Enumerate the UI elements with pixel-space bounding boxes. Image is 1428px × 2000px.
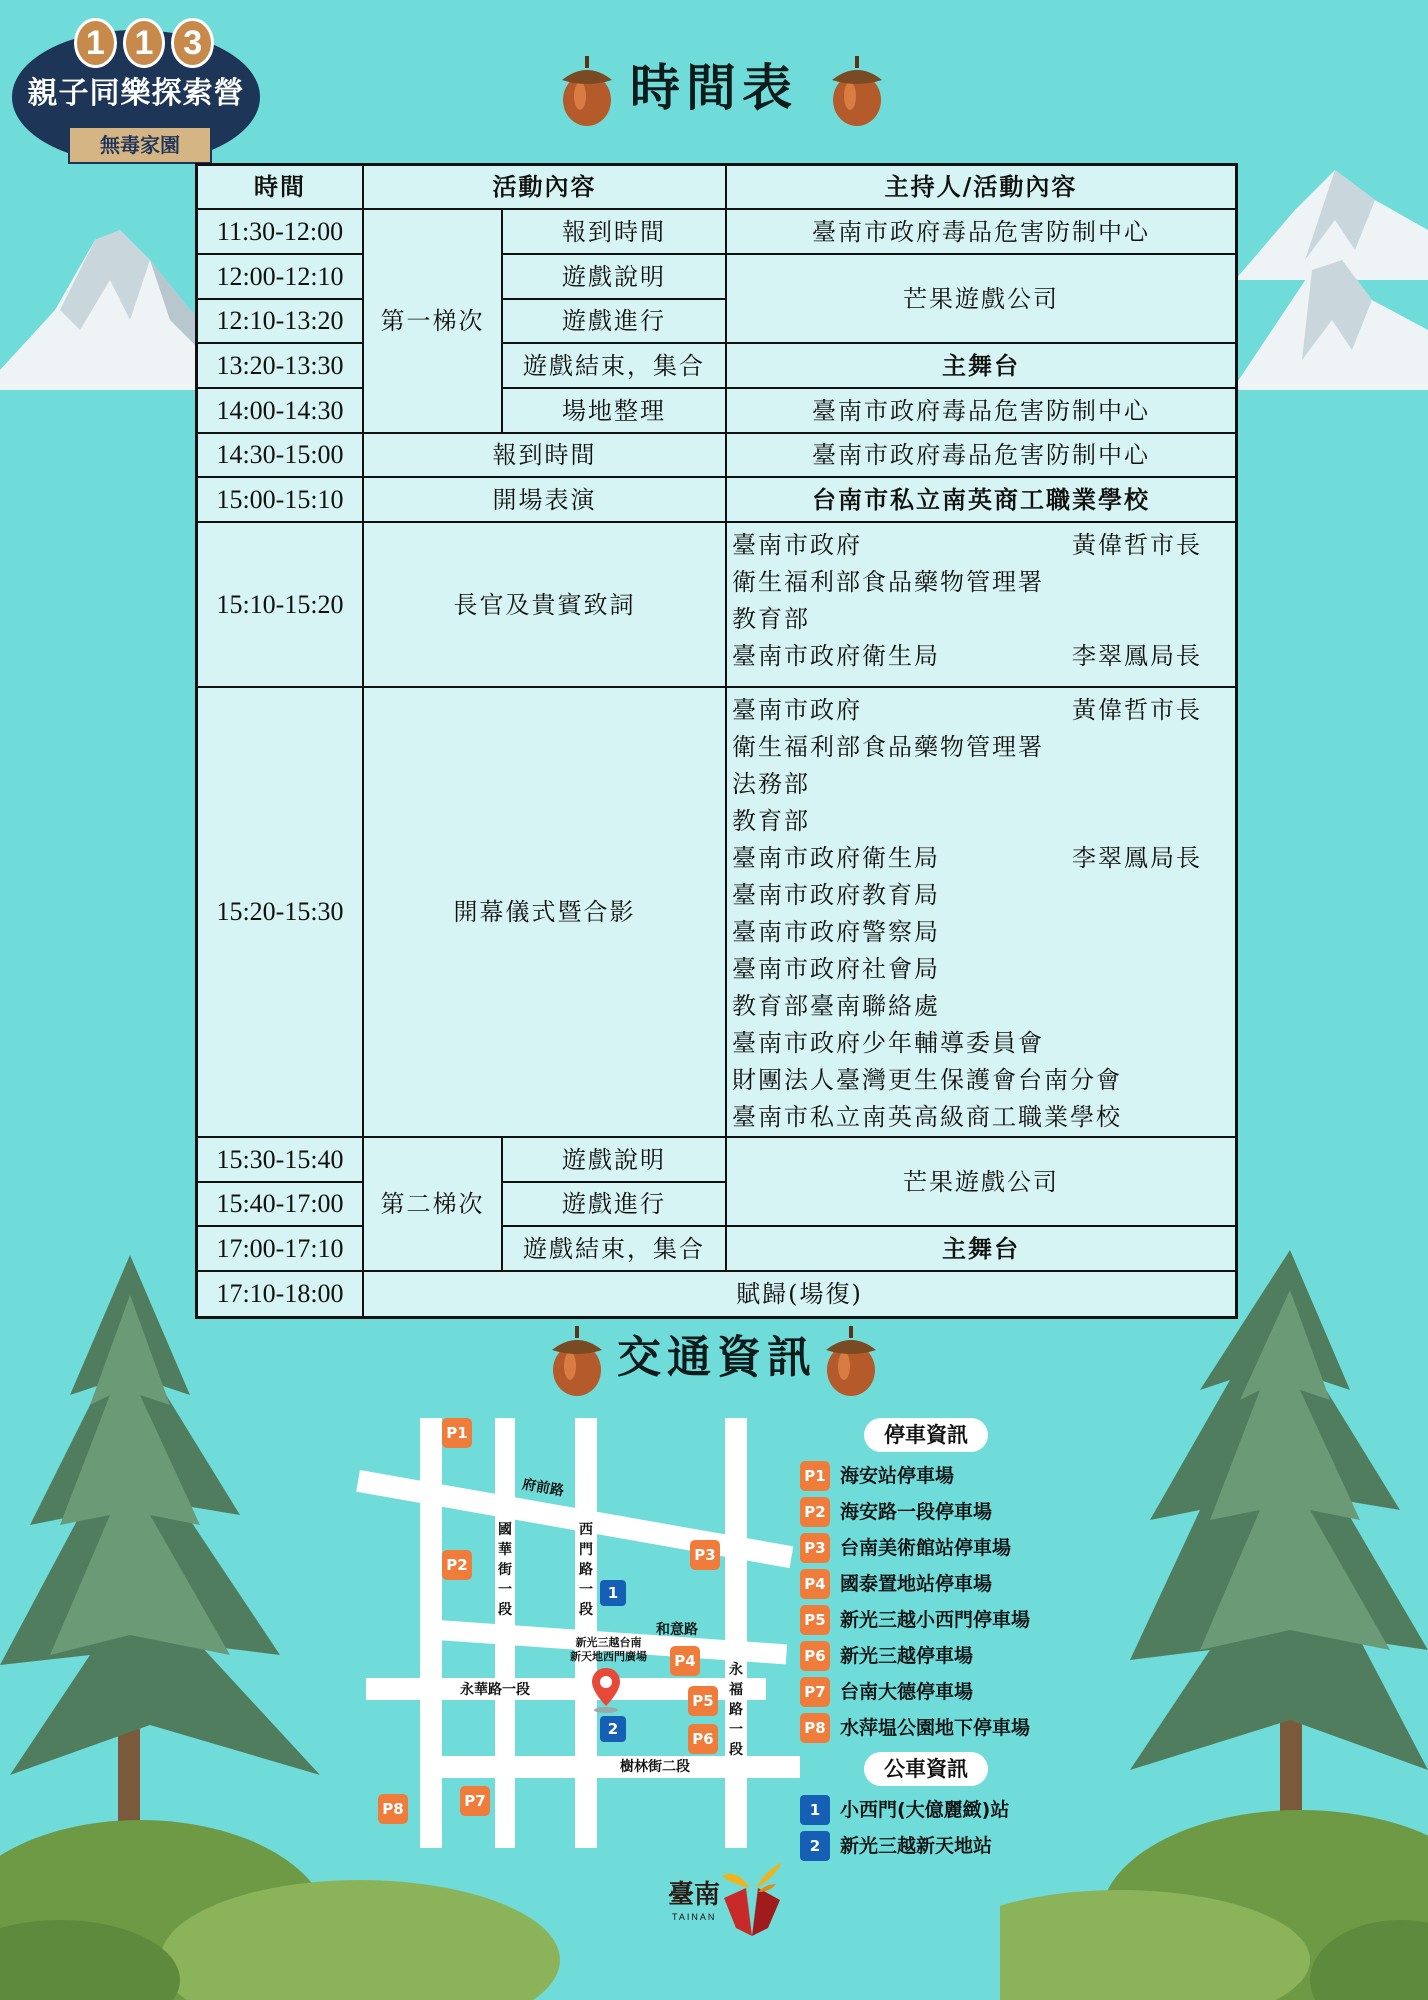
- guest-row: [732, 914, 1202, 951]
- guest-org: 臺南市政府衛生局: [732, 642, 940, 670]
- guest-row: [732, 951, 1202, 988]
- batch-1-label: 第一梯次: [364, 210, 503, 434]
- parking-marker-p4: P4: [670, 1646, 700, 1676]
- parking-code: P5: [800, 1605, 830, 1635]
- time-cell: 15:10-15:20: [198, 523, 364, 688]
- bus-marker-1: 1: [600, 1580, 626, 1606]
- time-cell: 17:10-18:00: [198, 1272, 364, 1316]
- logo-text: 臺南: [668, 1880, 721, 1910]
- guest-row: [732, 988, 1202, 1025]
- time-cell: 11:30-12:00: [198, 210, 364, 255]
- parking-code: P1: [800, 1461, 830, 1491]
- road-label: 和意路: [656, 1622, 698, 1638]
- badge-digit: 3: [171, 18, 214, 68]
- guest-row: [732, 1062, 1202, 1099]
- guest-org: 臺南市政府警察局: [732, 918, 940, 946]
- parking-name: 海安站停車場: [840, 1465, 955, 1487]
- page-title: 時間表: [630, 58, 798, 117]
- venue-line: 新光三越台南: [575, 1636, 642, 1649]
- parking-code: P8: [800, 1713, 830, 1743]
- badge-title: 親子同樂探索營: [27, 76, 245, 111]
- guest-row: [732, 601, 1202, 638]
- guest-row: [732, 1099, 1202, 1136]
- guest-person: 李翠鳳局長: [1072, 642, 1202, 670]
- road-yongfu: [725, 1418, 747, 1848]
- tree-right: [1090, 1250, 1428, 1860]
- activity-cell: 報到時間: [364, 434, 727, 478]
- parking-name: 台南大德停車場: [840, 1681, 974, 1703]
- parking-code: P4: [800, 1569, 830, 1599]
- bus-code: 1: [800, 1795, 830, 1825]
- activity-cell: 遊戲進行: [503, 1183, 727, 1227]
- guest-row: [732, 564, 1202, 601]
- parking-info-title: 停車資訊: [864, 1418, 988, 1452]
- time-cell: 13:20-13:30: [198, 344, 364, 389]
- parking-marker-p5: P5: [688, 1686, 718, 1716]
- logo-mark-icon: [716, 1858, 788, 1938]
- road-label: 永華路一段: [460, 1682, 530, 1698]
- activity-cell: 場地整理: [503, 389, 727, 434]
- guest-org: 臺南市政府衛生局: [732, 844, 940, 872]
- guest-row: [732, 729, 1202, 766]
- venue-line: 新天地西門廣場: [570, 1650, 647, 1663]
- guest-org: 臺南市政府教育局: [732, 881, 940, 909]
- activity-cell: 賦歸(場復): [736, 1280, 863, 1308]
- speech-guest-list: [727, 523, 1235, 688]
- guest-row: [732, 766, 1202, 803]
- parking-marker-p2: P2: [442, 1550, 472, 1580]
- guest-org: 臺南市政府: [732, 696, 862, 724]
- time-cell: 14:00-14:30: [198, 389, 364, 434]
- activity-cell: 報到時間: [503, 210, 727, 255]
- activity-cell: 遊戲結束，集合: [503, 344, 727, 389]
- parking-item: [800, 1674, 1100, 1710]
- host-cell: 臺南市政府毒品危害防制中心: [727, 389, 1235, 434]
- guest-org: 臺南市私立南英高級商工職業學校: [732, 1103, 1122, 1131]
- acorn-icon: [822, 1320, 880, 1398]
- schedule-table: [195, 163, 1238, 1319]
- bus-name: 新光三越新天地站: [840, 1835, 993, 1857]
- time-cell: 15:20-15:30: [198, 688, 364, 1138]
- parking-item: [800, 1710, 1100, 1746]
- parking-name: 國泰置地站停車場: [840, 1573, 993, 1595]
- guest-row: [732, 692, 1202, 729]
- guest-org: 財團法人臺灣更生保護會台南分會: [732, 1066, 1122, 1094]
- guest-row: [732, 803, 1202, 840]
- badge-year: [74, 18, 214, 68]
- activity-cell: 長官及貴賓致詞: [364, 523, 727, 688]
- header-host: 主持人/活動內容: [727, 166, 1235, 210]
- guest-org: 教育部: [732, 807, 810, 835]
- acorn-icon: [558, 50, 616, 128]
- host-cell: 芒果遊戲公司: [727, 1138, 1235, 1227]
- location-pin-icon: [592, 1668, 620, 1714]
- parking-marker-p1: P1: [442, 1418, 472, 1448]
- host-cell: 芒果遊戲公司: [727, 255, 1235, 344]
- parking-item: [800, 1494, 1100, 1530]
- guest-row: [732, 840, 1202, 877]
- badge-ribbon: 無毒家園: [68, 126, 212, 164]
- activity-cell: 遊戲說明: [503, 1138, 727, 1183]
- traffic-map: [360, 1410, 800, 1860]
- host-cell: 台南市私立南英商工職業學校: [727, 478, 1235, 523]
- guest-person: 黃偉哲市長: [1072, 696, 1202, 724]
- road-label: 國華街一段: [498, 1522, 512, 1618]
- header-time: 時間: [198, 166, 364, 210]
- host-cell: 臺南市政府毒品危害防制中心: [727, 434, 1235, 478]
- parking-item: [800, 1566, 1100, 1602]
- guest-org: 衛生福利部食品藥物管理署: [732, 733, 1044, 761]
- parking-name: 海安路一段停車場: [840, 1501, 993, 1523]
- parking-code: P7: [800, 1677, 830, 1707]
- bus-info-title: 公車資訊: [864, 1752, 988, 1786]
- road-label: 西門路一段: [579, 1522, 593, 1618]
- time-cell: 15:00-15:10: [198, 478, 364, 523]
- guest-org: 臺南市政府少年輔導委員會: [732, 1029, 1044, 1057]
- guest-org: 教育部: [732, 605, 810, 633]
- activity-cell: 開場表演: [364, 478, 727, 523]
- parking-code: P6: [800, 1641, 830, 1671]
- guest-row: [732, 877, 1202, 914]
- bus-item: [800, 1828, 1100, 1864]
- guest-row: [732, 638, 1202, 675]
- host-cell: 臺南市政府毒品危害防制中心: [727, 210, 1235, 255]
- activity-cell: 開幕儀式暨合影: [364, 688, 727, 1138]
- bus-code: 2: [800, 1831, 830, 1861]
- parking-code: P3: [800, 1533, 830, 1563]
- guest-org: 臺南市政府社會局: [732, 955, 940, 983]
- parking-name: 水萍塭公園地下停車場: [840, 1717, 1031, 1739]
- parking-name: 台南美術館站停車場: [840, 1537, 1012, 1559]
- guest-person: 李翠鳳局長: [1072, 844, 1202, 872]
- time-cell: 14:30-15:00: [198, 434, 364, 478]
- parking-item: [800, 1638, 1100, 1674]
- event-badge: [12, 18, 260, 168]
- activity-cell: 遊戲說明: [503, 255, 727, 300]
- parking-item: [800, 1458, 1100, 1494]
- bus-marker-2: 2: [600, 1716, 626, 1742]
- guest-person: 黃偉哲市長: [1072, 531, 1202, 559]
- guest-org: 臺南市政府: [732, 531, 862, 559]
- time-cell: 17:00-17:10: [198, 1227, 364, 1272]
- traffic-title: 交通資訊: [617, 1332, 817, 1383]
- parking-name: 新光三越小西門停車場: [840, 1609, 1031, 1631]
- bus-item: [800, 1792, 1100, 1828]
- road-label: 樹林街二段: [620, 1759, 690, 1775]
- traffic-legend: [800, 1418, 1100, 1864]
- parking-marker-p8: P8: [378, 1794, 408, 1824]
- parking-marker-p3: P3: [690, 1540, 720, 1570]
- acorn-icon: [548, 1320, 606, 1398]
- badge-digit: 1: [74, 18, 117, 68]
- activity-cell: 遊戲結束，集合: [503, 1227, 727, 1272]
- acorn-icon: [828, 50, 886, 128]
- time-cell: 12:00-12:10: [198, 255, 364, 300]
- road-label: 永福路一段: [729, 1662, 743, 1758]
- parking-item: [800, 1602, 1100, 1638]
- parking-marker-p7: P7: [460, 1786, 490, 1816]
- activity-cell: 遊戲進行: [503, 300, 727, 344]
- opening-guest-list: [727, 688, 1235, 1138]
- parking-name: 新光三越停車場: [840, 1645, 974, 1667]
- guest-row: [732, 527, 1202, 564]
- guest-org: 教育部臺南聯絡處: [732, 992, 940, 1020]
- parking-marker-p6: P6: [688, 1724, 718, 1754]
- time-cell: 15:40-17:00: [198, 1183, 364, 1227]
- guest-row: [732, 1025, 1202, 1062]
- tainan-logo: [668, 1858, 788, 1938]
- batch-2-label: 第二梯次: [364, 1138, 503, 1272]
- tree-left: [0, 1255, 330, 1875]
- host-cell: 主舞台: [727, 344, 1235, 389]
- parking-code: P2: [800, 1497, 830, 1527]
- time-cell: 15:30-15:40: [198, 1138, 364, 1183]
- mountain-right: [1232, 240, 1428, 390]
- badge-digit: 1: [123, 18, 166, 68]
- guest-org: 衛生福利部食品藥物管理署: [732, 568, 1044, 596]
- venue-label: [570, 1636, 647, 1664]
- parking-item: [800, 1530, 1100, 1566]
- header-activity: 活動內容: [364, 166, 727, 210]
- logo-subtext: TAINAN: [672, 1912, 717, 1922]
- time-cell: 12:10-13:20: [198, 300, 364, 344]
- road-label: 府前路: [520, 1476, 566, 1500]
- bus-name: 小西門(大億麗緻)站: [840, 1799, 1010, 1821]
- host-cell: 主舞台: [727, 1227, 1235, 1272]
- guest-org: 法務部: [732, 770, 810, 798]
